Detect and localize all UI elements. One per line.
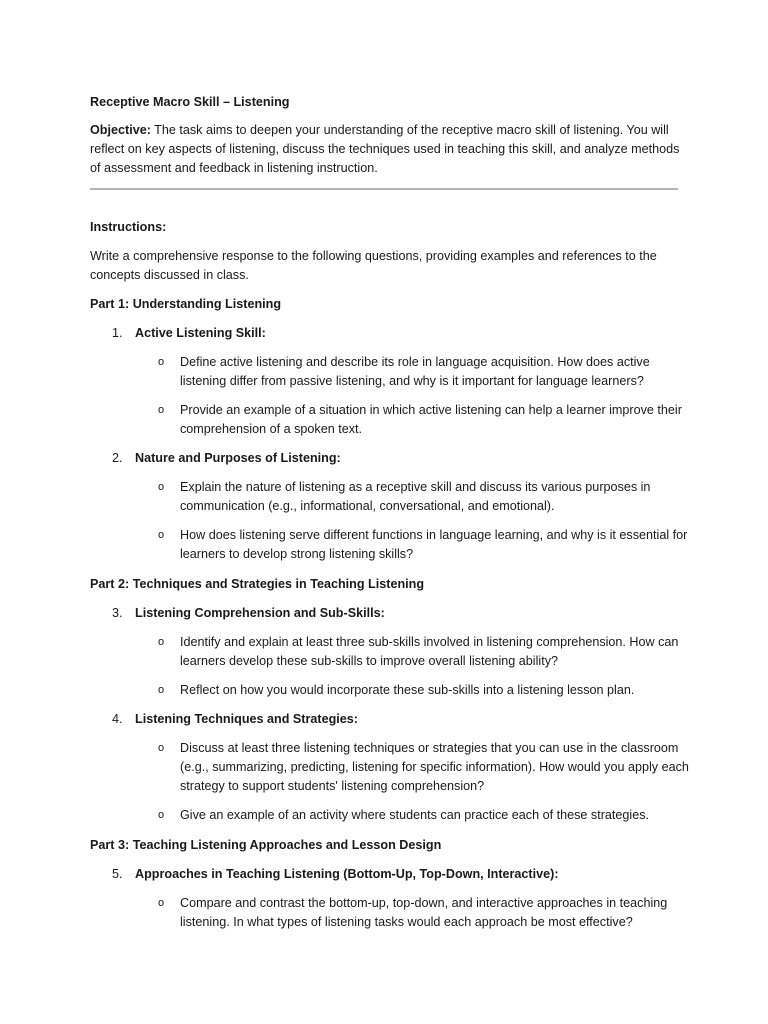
instructions-heading: Instructions: — [90, 220, 167, 234]
document-title: Receptive Macro Skill – Listening — [90, 95, 290, 109]
bullet-marker: o — [158, 356, 165, 368]
question-3-bullet-2: Reflect on how you would incorporate these sub-skills into a listening lesson plan. — [180, 683, 635, 697]
objective-text: The task aims to deepen your understanding of the receptive macro skill of listening. You will reflect on key aspects of listening, discuss the techniques used in teaching this skill, and analyze methods of assessment and feedback in listening instruction. — [90, 123, 680, 175]
bullet-marker: o — [158, 897, 165, 909]
question-1-bullet-1: Define active listening and describe its role in language acquisition. How does active listening differ from passive listening, and why is it important for language learners? — [180, 355, 650, 388]
question-3-title: Listening Comprehension and Sub-Skills: — [135, 606, 385, 620]
question-5-title: Approaches in Teaching Listening (Bottom-Up, Top-Down, Interactive): — [135, 867, 559, 881]
objective-label: Objective: — [90, 123, 151, 137]
part-1-heading: Part 1: Understanding Listening — [90, 297, 282, 311]
part-3-heading: Part 3: Teaching Listening Approaches and Lesson Design — [90, 838, 442, 852]
part-2-heading: Part 2: Techniques and Strategies in Teaching Listening — [90, 577, 425, 591]
question-2-bullet-2: How does listening serve different functions in language learning, and why is it essential for learners to develop strong listening skills? — [180, 528, 688, 561]
bullet-marker: o — [158, 742, 165, 754]
question-1-title: Active Listening Skill: — [135, 326, 266, 340]
question-2-bullet-1: Explain the nature of listening as a receptive skill and discuss its various purposes in communication (e.g., informational, conversational, and emotional). — [180, 480, 651, 513]
bullet-marker: o — [158, 404, 165, 416]
bullet-marker: o — [158, 481, 165, 493]
question-4-bullet-2: Give an example of an activity where students can practice each of these strategies. — [180, 808, 650, 822]
bullet-marker: o — [158, 529, 165, 541]
question-5-number: 5. — [112, 867, 123, 881]
question-4-number: 4. — [112, 712, 123, 726]
question-5-bullet-1: Compare and contrast the bottom-up, top-down, and interactive approaches in teaching listening. In what types of listening tasks would each approach be most effective? — [180, 896, 668, 929]
horizontal-divider — [90, 188, 678, 190]
question-1-bullet-2: Provide an example of a situation in which active listening can help a learner improve their comprehension of a spoken text. — [180, 403, 682, 436]
question-3-bullet-1: Identify and explain at least three sub-skills involved in listening comprehension. How can learners develop these sub-skills to improve overall listening ability? — [180, 635, 679, 668]
question-3-number: 3. — [112, 606, 123, 620]
bullet-marker: o — [158, 809, 165, 821]
question-2-number: 2. — [112, 451, 123, 465]
question-1-number: 1. — [112, 326, 123, 340]
objective-paragraph — [90, 121, 690, 178]
bullet-marker: o — [158, 684, 165, 696]
question-4-bullet-1: Discuss at least three listening techniques or strategies that you can use in the classroom (e.g., summarizing, predicting, listening for specific information). How would you apply each strategy to support students' listening comprehension? — [180, 741, 689, 793]
question-2-title: Nature and Purposes of Listening: — [135, 451, 341, 465]
instructions-text: Write a comprehensive response to the following questions, providing examples and references to the concepts discussed in class. — [90, 249, 657, 282]
bullet-marker: o — [158, 636, 165, 648]
question-4-title: Listening Techniques and Strategies: — [135, 712, 358, 726]
